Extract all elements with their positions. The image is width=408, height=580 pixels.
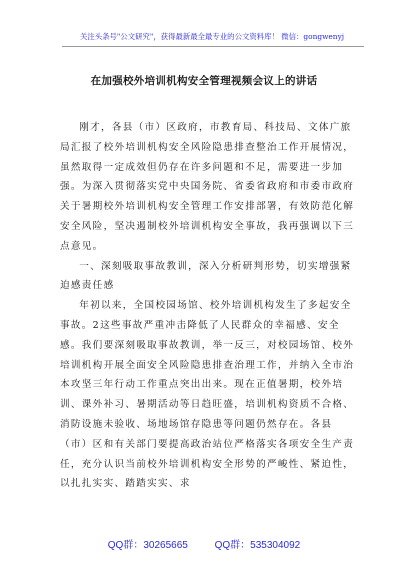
footer-qq-group-1: QQ群：30265665 <box>107 540 188 551</box>
document-body <box>60 118 356 494</box>
page-header-note: 关注头条号"公文研究"，获得最新最全最专业的公文资料库！ 微信：gongwenyj <box>79 32 345 41</box>
section-heading: 一、深刻吸取事故教训，深入分析研判形势，切实增强紧迫感责任感 <box>60 260 352 292</box>
footer-qq-group-2: QQ群：535304092 <box>214 540 301 551</box>
paragraph: 刚才，各县（市）区政府，市教育局、科技局、文体广旅局汇报了校外培训机构安全风险隐患排查整治工作开展情况，虽然取得一定成效但仍存在许多问题和不足，需要进一步加强。为深入贯彻落实党中央国务院、省委省政府和市委市政府关于暑期校外培训机构安全管理工作安排部署，有效防范化解安全风险，坚决遏制校外培训机构安全事故，我再强调以下三点意见。 <box>60 122 355 252</box>
paragraph: 年初以来，全国校园场馆、校外培训机构发生了多起安全事故。2这些事故严重冲击降低了人民群众的幸福感、安全感。我们要深刻吸取事故教训，举一反三，对校园场馆、校外培训机构开展全面安全风险隐患排查治理工作，并纳入全市治本攻坚三年行动工作重点突出出来。现在正值暑期，校外培训、课外补习、暑期活动等日趋旺盛，培训机构资质不合格、消防设施未验收、场地场馆存隐患等问题仍然存在。各县（市）区和有关部门要提高政治站位严格落实各项安全生产责任，充分认识当前校外培训机构安全形势的严峻性、紧迫性，以扎扎实实、踏踏实实、求 <box>60 300 355 490</box>
page-footer <box>0 536 408 551</box>
document-title: 在加强校外培训机构安全管理视频会议上的讲话 <box>90 75 318 87</box>
header-divider <box>62 46 364 47</box>
